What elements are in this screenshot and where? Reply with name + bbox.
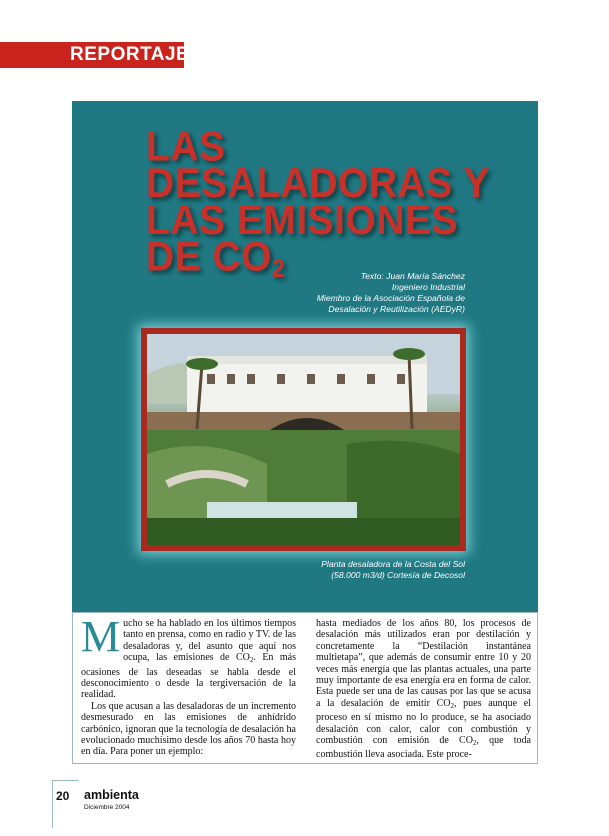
article-headline — [146, 123, 490, 287]
caption-line-2: (58.000 m3/d) Cortesía de Decosol — [331, 570, 465, 580]
paragraph-3-part-c: , que toda combustión lleva asociada. Este proce- — [316, 735, 531, 761]
headline-line-2: DESALADORAS Y — [146, 160, 490, 207]
paragraph-3-part-a: hasta mediados de los años 80, los procesos de desalación más utilizados eran por destilación y concretamente la “Destilación instantánea multietapa”, que además de consumir entre 10 y 20 veces más energía que las plantas actuales, una parte muy importante de esa energía era en forma de calor. Esta puede ser una de las causas por las que se acusa a la desalación de emitir CO — [316, 618, 531, 709]
plant-illustration — [147, 334, 460, 545]
paragraph-3-part-b: , pues aunque el proceso en sí mismo no lo produce, se ha asociado desalación con calor, calor con combustión y combustión con emisión de CO — [316, 697, 531, 747]
caption-line-1: Planta desaladora de la Costa del Sol — [321, 559, 465, 569]
headline-line-4-text: DE CO — [146, 233, 273, 281]
paragraph-1-text: ucho se ha hablado en los últimos tiempos tanto en prensa, como en radio y TV. de las desaladoras y, del asunto que aquí nos ocupa, las emisiones de CO — [123, 618, 296, 664]
section-label: REPORTAJE — [0, 42, 184, 68]
body-column-right — [316, 618, 531, 761]
byline-association: Desalación y Reutilización (AEDyR) — [328, 304, 465, 314]
author-byline — [317, 271, 465, 315]
body-column-left — [81, 612, 297, 758]
footer-rule — [52, 780, 79, 828]
headline-line-3: LAS EMISIONES — [146, 197, 459, 244]
co2-subscript: 2 — [450, 701, 454, 710]
drop-cap: M — [81, 612, 121, 661]
paragraph-1-end: . En más ocasiones de las deseadas se habla desde el desconocimiento o desde la tergiversación de la realidad. — [81, 652, 297, 701]
magazine-name: ambienta — [84, 788, 139, 802]
desalination-plant-photo — [147, 334, 460, 545]
byline-role: Ingeniero Industrial — [391, 282, 465, 292]
co2-subscript: 2 — [249, 656, 254, 665]
page-number: 20 — [56, 789, 70, 803]
photo-frame — [141, 328, 466, 551]
headline-line-1: LAS — [146, 123, 226, 171]
photo-caption — [321, 559, 465, 581]
body-paragraph-2: Los que acusan a las desaladoras de un incremento desmesurado en las emisiones de anhídrido carbónico, ignoran que la tecnología de desalación ha evolucionado muchísimo desde los años 70 hasta hoy en día. Para poner un ejemplo: — [81, 700, 296, 758]
body-paragraph-3 — [316, 618, 531, 761]
byline-membership: Miembro de la Asociación Española de — [316, 293, 465, 303]
issue-date: Diciembre 2004 — [84, 804, 130, 811]
body-paragraph-1 — [81, 612, 297, 701]
co2-subscript: 2 — [472, 739, 477, 748]
byline-author: Texto: Juan María Sánchez — [360, 271, 465, 281]
headline-subscript: 2 — [272, 254, 286, 283]
